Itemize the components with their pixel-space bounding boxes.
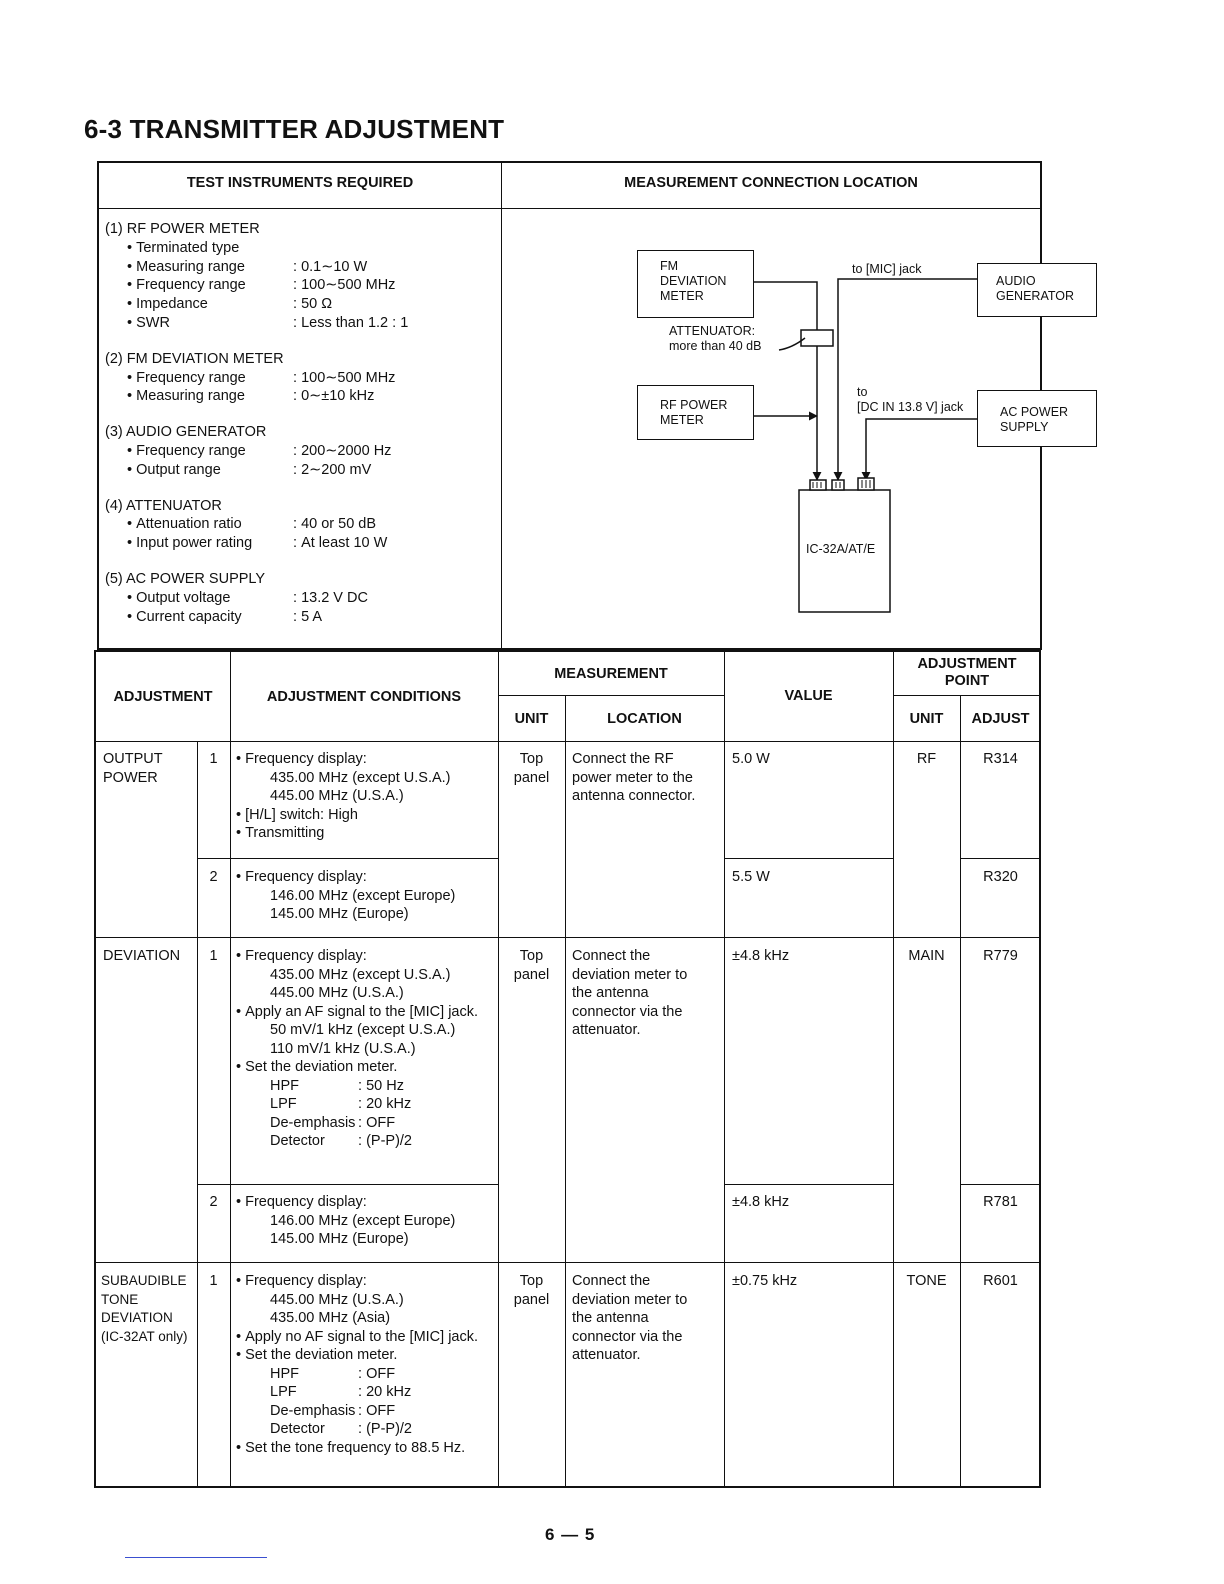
adjust-point: R779 xyxy=(983,948,1018,964)
step-number: 1 xyxy=(209,751,218,767)
target-value: ±4.8 kHz xyxy=(732,1194,790,1210)
instrument-title: (3) AUDIO GENERATOR xyxy=(105,424,267,441)
condition-subline: 146.00 MHz (except Europe) xyxy=(270,887,456,904)
instrument-spec xyxy=(105,295,495,314)
th-location: LOCATION xyxy=(607,711,682,727)
row-subaudible-name: SUBAUDIBLE TONE DEVIATION (IC-32AT only) xyxy=(101,1273,188,1344)
instrument-spec xyxy=(105,369,495,388)
adjust-point: R601 xyxy=(983,1273,1018,1289)
step-number: 1 xyxy=(209,948,218,964)
setting-value: : OFF xyxy=(358,1114,395,1133)
condition-setting xyxy=(236,1420,498,1439)
spec-name: • Frequency range xyxy=(127,442,293,461)
mic-connector xyxy=(832,480,844,490)
spec-name: • Current capacity xyxy=(127,608,293,627)
spec-name: • Frequency range xyxy=(127,369,293,388)
instrument-spec xyxy=(105,276,495,295)
instrument-title: (5) AC POWER SUPPLY xyxy=(105,570,266,587)
condition-subline: 146.00 MHz (except Europe) xyxy=(270,1212,456,1229)
audio-generator-box: AUDIO GENERATOR xyxy=(977,263,1097,317)
adjust-point: R781 xyxy=(983,1194,1018,1210)
step-number: 2 xyxy=(209,1194,218,1210)
connection-wires xyxy=(502,210,1040,648)
measurement-unit: Top panel xyxy=(513,948,550,983)
condition-setting xyxy=(236,1383,498,1402)
condition-bullet: • Set the deviation meter. xyxy=(236,1346,498,1365)
adjust-point: R320 xyxy=(983,869,1018,885)
setting-value: : OFF xyxy=(358,1402,395,1421)
instrument-spec xyxy=(105,442,495,461)
fm-deviation-meter-box: FM DEVIATION METER xyxy=(637,250,754,318)
condition-setting xyxy=(236,1365,498,1384)
instrument-list xyxy=(105,220,495,643)
spec-value: : 0∼±10 kHz xyxy=(293,387,374,406)
setting-name: De-emphasis xyxy=(270,1114,356,1131)
spec-value: : Less than 1.2 : 1 xyxy=(293,314,408,333)
setting-value: : 50 Hz xyxy=(358,1077,404,1096)
step-conditions xyxy=(236,750,498,843)
step-number: 1 xyxy=(209,1273,218,1289)
spec-name: • Output range xyxy=(127,461,293,480)
setting-name: LPF xyxy=(270,1384,297,1400)
condition-subline: 145.00 MHz (Europe) xyxy=(270,1231,409,1247)
setting-value: : 20 kHz xyxy=(358,1095,411,1114)
spec-value: : 100∼500 MHz xyxy=(293,276,395,295)
setting-value: : (P-P)/2 xyxy=(358,1420,412,1439)
th-meas-unit: UNIT xyxy=(514,711,549,727)
spec-name: • Impedance xyxy=(127,295,293,314)
measurement-location: Connect the deviation meter to the antenna connector via the attenuator. xyxy=(572,948,688,1038)
instrument-spec xyxy=(105,534,495,553)
adjustment-table xyxy=(94,650,1041,1488)
condition-setting xyxy=(236,1114,498,1133)
condition-subline: 435.00 MHz (except U.S.A.) xyxy=(270,769,451,786)
instrument-spec xyxy=(105,515,495,534)
condition-setting xyxy=(236,1077,498,1096)
rf-power-meter-box: RF POWER METER xyxy=(637,385,754,440)
instrument-title: (4) ATTENUATOR xyxy=(105,497,222,514)
attenuator-box xyxy=(801,330,833,346)
spec-value: : 40 or 50 dB xyxy=(293,515,376,534)
adjust-point: R314 xyxy=(983,751,1018,767)
instrument-group xyxy=(105,497,495,553)
instrument-group xyxy=(105,220,495,333)
th-adjustment-point: ADJUSTMENT POINT xyxy=(917,656,1017,689)
spec-value: : 5 A xyxy=(293,608,322,627)
page-number: 6 — 5 xyxy=(545,1525,596,1544)
page-title: 6-3 TRANSMITTER ADJUSTMENT xyxy=(84,114,505,144)
condition-setting xyxy=(236,1132,498,1151)
setting-name: Detector xyxy=(270,1133,325,1149)
step-conditions xyxy=(236,1272,498,1457)
spec-name: • SWR xyxy=(127,314,293,333)
setting-name: Detector xyxy=(270,1421,325,1437)
condition-subline: 145.00 MHz (Europe) xyxy=(270,906,409,922)
target-value: ±4.8 kHz xyxy=(732,948,790,964)
row-output-power-name: OUTPUT POWER xyxy=(103,751,163,786)
condition-subline: 50 mV/1 kHz (except U.S.A.) xyxy=(270,1022,456,1038)
radio-label: IC-32A/AT/E xyxy=(806,542,876,556)
spec-name: • Attenuation ratio xyxy=(127,515,293,534)
condition-bullet: • Set the tone frequency to 88.5 Hz. xyxy=(236,1439,498,1458)
spec-value: : 13.2 V DC xyxy=(293,589,368,608)
condition-bullet: • Frequency display: xyxy=(236,1272,498,1291)
setting-value: : 20 kHz xyxy=(358,1383,411,1402)
th-adjustment: ADJUSTMENT xyxy=(113,689,213,705)
instrument-title: (2) FM DEVIATION METER xyxy=(105,350,284,367)
instrument-spec xyxy=(105,387,495,406)
instruments-header: TEST INSTRUMENTS REQUIRED xyxy=(186,175,414,191)
th-conditions: ADJUSTMENT CONDITIONS xyxy=(266,689,462,705)
condition-bullet: • Apply an AF signal to the [MIC] jack. xyxy=(236,1003,498,1022)
th-value: VALUE xyxy=(784,688,833,704)
condition-subline: 445.00 MHz (U.S.A.) xyxy=(270,1291,404,1308)
instrument-group xyxy=(105,350,495,406)
connection-header: MEASUREMENT CONNECTION LOCATION xyxy=(624,175,918,191)
instrument-spec xyxy=(105,461,495,480)
step-conditions xyxy=(236,947,498,1151)
th-adj-unit: UNIT xyxy=(909,711,944,727)
condition-subline: 435.00 MHz (Asia) xyxy=(270,1310,391,1326)
th-measurement: MEASUREMENT xyxy=(554,666,668,682)
condition-bullet: • Frequency display: xyxy=(236,1193,498,1212)
setting-value: : (P-P)/2 xyxy=(358,1132,412,1151)
target-value: 5.0 W xyxy=(732,751,770,767)
condition-bullet: • Frequency display: xyxy=(236,868,498,887)
dc-jack-label: to [DC IN 13.8 V] jack xyxy=(857,385,964,414)
spec-value: : 200∼2000 Hz xyxy=(293,442,391,461)
measurement-unit: Top panel xyxy=(513,1273,550,1308)
condition-bullet: • Set the deviation meter. xyxy=(236,1058,498,1077)
connection-diagram xyxy=(502,210,1075,648)
condition-setting xyxy=(236,1402,498,1421)
condition-setting xyxy=(236,1095,498,1114)
adjust-unit: RF xyxy=(916,751,937,767)
condition-bullet: • Frequency display: xyxy=(236,947,498,966)
instrument-title: (1) RF POWER METER xyxy=(105,221,260,237)
condition-bullet: • [H/L] switch: High xyxy=(236,806,498,825)
setting-name: De-emphasis xyxy=(270,1402,356,1419)
mic-jack-label: to [MIC] jack xyxy=(852,262,922,276)
adjust-unit: TONE xyxy=(906,1273,947,1289)
setting-name: LPF xyxy=(270,1096,297,1112)
measurement-location: Connect the deviation meter to the antenna connector via the attenuator. xyxy=(572,1273,688,1363)
antenna-connector xyxy=(810,480,826,490)
step-number: 2 xyxy=(209,869,218,885)
measurement-unit: Top panel xyxy=(513,751,550,786)
adjust-unit: MAIN xyxy=(908,948,945,964)
spec-value: : 2∼200 mV xyxy=(293,461,371,480)
mic-wire xyxy=(838,279,977,480)
spec-name: • Input power rating xyxy=(127,534,293,553)
instrument-spec xyxy=(105,608,495,627)
spec-value: : 50 Ω xyxy=(293,295,332,314)
th-adjust: ADJUST xyxy=(971,711,1030,727)
spec-name: • Measuring range xyxy=(127,258,293,277)
footer-rule xyxy=(125,1557,267,1558)
setting-name: HPF xyxy=(270,1077,299,1094)
dc-wire xyxy=(866,419,977,480)
spec-value: : At least 10 W xyxy=(293,534,387,553)
spec-name: • Frequency range xyxy=(127,276,293,295)
setting-name: HPF xyxy=(270,1365,299,1382)
spec-name: • Output voltage xyxy=(127,589,293,608)
spec-name: • Measuring range xyxy=(127,387,293,406)
instrument-spec xyxy=(105,314,495,333)
condition-bullet: • Transmitting xyxy=(236,824,498,843)
target-value: 5.5 W xyxy=(732,869,770,885)
condition-bullet: • Apply no AF signal to the [MIC] jack. xyxy=(236,1328,498,1347)
instrument-spec xyxy=(105,589,495,608)
ac-power-supply-box: AC POWER SUPPLY xyxy=(977,390,1097,447)
instrument-note: • Terminated type xyxy=(105,239,495,258)
attenuator-label: ATTENUATOR: more than 40 dB xyxy=(669,324,762,353)
step-conditions xyxy=(236,1193,498,1249)
condition-subline: 110 mV/1 kHz (U.S.A.) xyxy=(270,1040,416,1057)
condition-subline: 445.00 MHz (U.S.A.) xyxy=(270,788,404,804)
instruments-connection-frame xyxy=(97,161,1075,650)
fm-meter-wire xyxy=(753,282,817,330)
instrument-spec xyxy=(105,258,495,277)
measurement-location: Connect the RF power meter to the antenna connector. xyxy=(572,751,696,804)
condition-bullet: • Frequency display: xyxy=(236,750,498,769)
instrument-group xyxy=(105,570,495,626)
target-value: ±0.75 kHz xyxy=(732,1273,798,1289)
instrument-group xyxy=(105,423,495,479)
condition-subline: 435.00 MHz (except U.S.A.) xyxy=(270,966,451,983)
spec-value: : 100∼500 MHz xyxy=(293,369,395,388)
step-conditions xyxy=(236,868,498,924)
spec-value: : 0.1∼10 W xyxy=(293,258,367,277)
setting-value: : OFF xyxy=(358,1365,395,1384)
condition-subline: 445.00 MHz (U.S.A.) xyxy=(270,985,404,1001)
row-deviation-name: DEVIATION xyxy=(103,948,181,964)
